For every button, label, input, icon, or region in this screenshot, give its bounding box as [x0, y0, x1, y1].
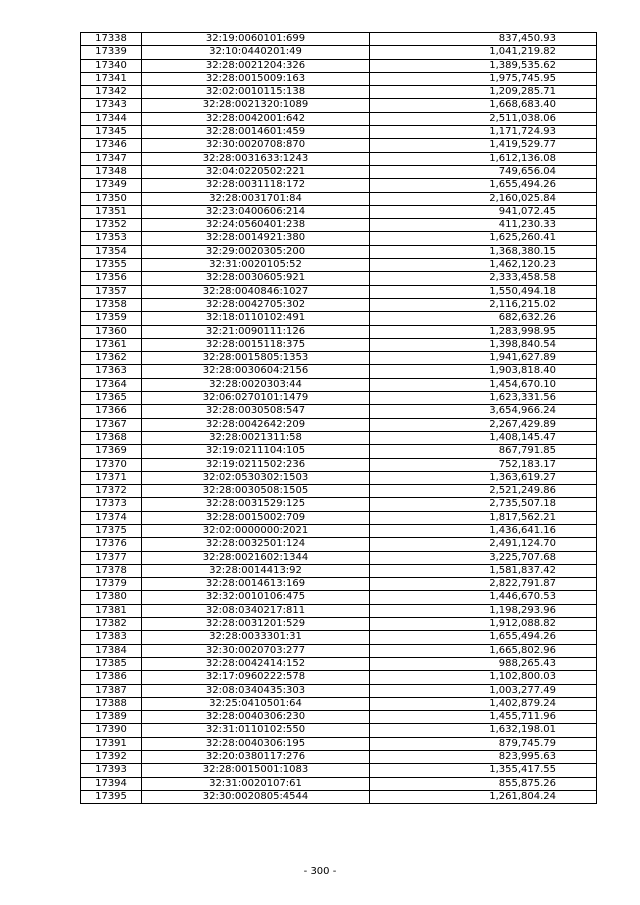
cadastral-number-cell: 32:28:0021602:1344	[142, 551, 370, 564]
value-cell: 1,446,670.53	[370, 591, 597, 604]
cadastral-number-cell: 32:31:0110102:550	[142, 724, 370, 737]
cadastral-number-cell: 32:19:0060101:699	[142, 33, 370, 46]
row-number-cell: 17357	[81, 285, 142, 298]
cadastral-number-cell: 32:28:0015805:1353	[142, 352, 370, 365]
value-cell: 823,995.63	[370, 751, 597, 764]
row-number-cell: 17385	[81, 657, 142, 670]
cadastral-number-cell: 32:28:0021320:1089	[142, 99, 370, 112]
cadastral-number-cell: 32:28:0042705:302	[142, 298, 370, 311]
row-number-cell: 17372	[81, 485, 142, 498]
row-number-cell: 17368	[81, 431, 142, 444]
table-row	[81, 86, 597, 99]
value-cell: 1,655,494.26	[370, 631, 597, 644]
row-number-cell: 17389	[81, 711, 142, 724]
row-number-cell: 17366	[81, 405, 142, 418]
row-number-cell: 17342	[81, 86, 142, 99]
value-cell: 2,333,458.58	[370, 272, 597, 285]
value-cell: 867,791.85	[370, 445, 597, 458]
table-row	[81, 392, 597, 405]
table-row	[81, 445, 597, 458]
cadastral-number-cell: 32:19:0211502:236	[142, 458, 370, 471]
cadastral-number-cell: 32:28:0030508:1505	[142, 485, 370, 498]
cadastral-number-cell: 32:28:0015118:375	[142, 338, 370, 351]
row-number-cell: 17380	[81, 591, 142, 604]
value-cell: 1,041,219.82	[370, 46, 597, 59]
table-row	[81, 312, 597, 325]
table-row	[81, 418, 597, 431]
cadastral-number-cell: 32:06:0270101:1479	[142, 392, 370, 405]
row-number-cell: 17350	[81, 192, 142, 205]
table-row	[81, 564, 597, 577]
row-number-cell: 17362	[81, 352, 142, 365]
row-number-cell: 17391	[81, 737, 142, 750]
value-cell: 752,183.17	[370, 458, 597, 471]
value-cell: 1,003,277.49	[370, 684, 597, 697]
value-cell: 1,102,800.03	[370, 671, 597, 684]
value-cell: 2,822,791.87	[370, 578, 597, 591]
cadastral-number-cell: 32:21:0090111:126	[142, 325, 370, 338]
table-row	[81, 511, 597, 524]
row-number-cell: 17393	[81, 764, 142, 777]
cadastral-number-cell: 32:28:0042642:209	[142, 418, 370, 431]
table-row	[81, 657, 597, 670]
table-row	[81, 644, 597, 657]
table-row	[81, 219, 597, 232]
row-number-cell: 17374	[81, 511, 142, 524]
value-cell: 941,072.45	[370, 205, 597, 218]
row-number-cell: 17392	[81, 751, 142, 764]
table-row	[81, 538, 597, 551]
cadastral-number-cell: 32:20:0380117:276	[142, 751, 370, 764]
table-row	[81, 604, 597, 617]
value-cell: 3,654,966.24	[370, 405, 597, 418]
value-cell: 1,817,562.21	[370, 511, 597, 524]
cadastral-number-cell: 32:28:0031529:125	[142, 498, 370, 511]
row-number-cell: 17395	[81, 790, 142, 803]
table-row	[81, 684, 597, 697]
row-number-cell: 17345	[81, 126, 142, 139]
table-row	[81, 671, 597, 684]
row-number-cell: 17344	[81, 112, 142, 125]
row-number-cell: 17340	[81, 59, 142, 72]
row-number-cell: 17354	[81, 245, 142, 258]
table-row	[81, 72, 597, 85]
cadastral-number-cell: 32:30:0020805:4544	[142, 790, 370, 803]
cadastral-number-cell: 32:08:0340435:303	[142, 684, 370, 697]
cadastral-number-cell: 32:23:0400606:214	[142, 205, 370, 218]
value-cell: 682,632.26	[370, 312, 597, 325]
value-cell: 1,655,494.26	[370, 179, 597, 192]
table-row	[81, 790, 597, 803]
row-number-cell: 17348	[81, 165, 142, 178]
cadastral-number-cell: 32:32:0010106:475	[142, 591, 370, 604]
value-cell: 1,665,802.96	[370, 644, 597, 657]
value-cell: 1,408,145.47	[370, 431, 597, 444]
value-cell: 1,462,120.23	[370, 259, 597, 272]
table-row	[81, 325, 597, 338]
row-number-cell: 17347	[81, 152, 142, 165]
table-body	[81, 33, 597, 804]
row-number-cell: 17346	[81, 139, 142, 152]
value-cell: 1,454,670.10	[370, 378, 597, 391]
table-row	[81, 112, 597, 125]
cadastral-number-cell: 32:28:0042001:642	[142, 112, 370, 125]
value-cell: 1,363,619.27	[370, 471, 597, 484]
value-cell: 1,455,711.96	[370, 711, 597, 724]
cadastral-number-cell: 32:28:0031633:1243	[142, 152, 370, 165]
cadastral-number-cell: 32:28:0014601:459	[142, 126, 370, 139]
table-row	[81, 179, 597, 192]
table-row	[81, 697, 597, 710]
table-row	[81, 259, 597, 272]
row-number-cell: 17361	[81, 338, 142, 351]
value-cell: 749,656.04	[370, 165, 597, 178]
row-number-cell: 17364	[81, 378, 142, 391]
cadastral-number-cell: 32:31:0020107:61	[142, 777, 370, 790]
cadastral-number-cell: 32:08:0340217:811	[142, 604, 370, 617]
cadastral-number-cell: 32:18:0110102:491	[142, 312, 370, 325]
row-number-cell: 17341	[81, 72, 142, 85]
table-row	[81, 498, 597, 511]
value-cell: 1,283,998.95	[370, 325, 597, 338]
value-cell: 1,550,494.18	[370, 285, 597, 298]
cadastral-number-cell: 32:28:0030604:2156	[142, 365, 370, 378]
table-row	[81, 245, 597, 258]
cadastral-number-cell: 32:24:0560401:238	[142, 219, 370, 232]
table-row	[81, 378, 597, 391]
cadastral-number-cell: 32:28:0014613:169	[142, 578, 370, 591]
value-cell: 1,198,293.96	[370, 604, 597, 617]
row-number-cell: 17353	[81, 232, 142, 245]
cadastral-number-cell: 32:31:0020105:52	[142, 259, 370, 272]
cadastral-number-cell: 32:28:0031701:84	[142, 192, 370, 205]
value-cell: 1,903,818.40	[370, 365, 597, 378]
value-cell: 1,209,285.71	[370, 86, 597, 99]
row-number-cell: 17349	[81, 179, 142, 192]
value-cell: 1,402,879.24	[370, 697, 597, 710]
row-number-cell: 17352	[81, 219, 142, 232]
table-row	[81, 777, 597, 790]
table-row	[81, 524, 597, 537]
table-row	[81, 631, 597, 644]
table-row	[81, 431, 597, 444]
table-row	[81, 471, 597, 484]
cadastral-number-cell: 32:28:0030605:921	[142, 272, 370, 285]
row-number-cell: 17382	[81, 618, 142, 631]
table-row	[81, 591, 597, 604]
table-row	[81, 365, 597, 378]
row-number-cell: 17387	[81, 684, 142, 697]
row-number-cell: 17373	[81, 498, 142, 511]
page-number: - 300 -	[303, 866, 337, 877]
table-row	[81, 338, 597, 351]
value-cell: 855,875.26	[370, 777, 597, 790]
value-cell: 1,436,641.16	[370, 524, 597, 537]
row-number-cell: 17356	[81, 272, 142, 285]
value-cell: 1,171,724.93	[370, 126, 597, 139]
row-number-cell: 17365	[81, 392, 142, 405]
value-cell: 2,735,507.18	[370, 498, 597, 511]
table-row	[81, 152, 597, 165]
row-number-cell: 17339	[81, 46, 142, 59]
cadastral-number-cell: 32:29:0020305:200	[142, 245, 370, 258]
table-row	[81, 99, 597, 112]
row-number-cell: 17370	[81, 458, 142, 471]
cadastral-number-cell: 32:02:0000000:2021	[142, 524, 370, 537]
table-row	[81, 126, 597, 139]
row-number-cell: 17369	[81, 445, 142, 458]
cadastral-number-cell: 32:28:0040306:195	[142, 737, 370, 750]
table-row	[81, 485, 597, 498]
value-cell: 2,116,215.02	[370, 298, 597, 311]
row-number-cell: 17386	[81, 671, 142, 684]
table-row	[81, 33, 597, 46]
row-number-cell: 17378	[81, 564, 142, 577]
value-cell: 1,261,804.24	[370, 790, 597, 803]
value-cell: 2,521,249.86	[370, 485, 597, 498]
row-number-cell: 17343	[81, 99, 142, 112]
value-cell: 2,267,429.89	[370, 418, 597, 431]
table-row	[81, 751, 597, 764]
row-number-cell: 17375	[81, 524, 142, 537]
table-row	[81, 764, 597, 777]
cadastral-number-cell: 32:28:0014921:380	[142, 232, 370, 245]
table-row	[81, 352, 597, 365]
cadastral-number-cell: 32:30:0020708:870	[142, 139, 370, 152]
table-row	[81, 724, 597, 737]
row-number-cell: 17359	[81, 312, 142, 325]
row-number-cell: 17358	[81, 298, 142, 311]
row-number-cell: 17351	[81, 205, 142, 218]
cadastral-number-cell: 32:25:0410501:64	[142, 697, 370, 710]
row-number-cell: 17360	[81, 325, 142, 338]
row-number-cell: 17367	[81, 418, 142, 431]
cadastral-number-cell: 32:28:0040846:1027	[142, 285, 370, 298]
cadastral-number-cell: 32:28:0031118:172	[142, 179, 370, 192]
row-number-cell: 17383	[81, 631, 142, 644]
value-cell: 1,419,529.77	[370, 139, 597, 152]
cadastral-number-cell: 32:28:0042414:152	[142, 657, 370, 670]
cadastral-number-cell: 32:28:0015009:163	[142, 72, 370, 85]
value-cell: 1,581,837.42	[370, 564, 597, 577]
table-row	[81, 272, 597, 285]
cadastral-number-cell: 32:28:0033301:31	[142, 631, 370, 644]
cadastral-number-cell: 32:10:0440201:49	[142, 46, 370, 59]
cadastral-number-cell: 32:17:0960222:578	[142, 671, 370, 684]
value-cell: 411,230.33	[370, 219, 597, 232]
row-number-cell: 17363	[81, 365, 142, 378]
table-row	[81, 405, 597, 418]
cadastral-number-cell: 32:28:0015002:709	[142, 511, 370, 524]
table-row	[81, 578, 597, 591]
value-cell: 2,491,124.70	[370, 538, 597, 551]
table-row	[81, 59, 597, 72]
cadastral-number-cell: 32:30:0020703:277	[142, 644, 370, 657]
row-number-cell: 17355	[81, 259, 142, 272]
value-cell: 1,355,417.55	[370, 764, 597, 777]
table-row	[81, 298, 597, 311]
value-cell: 2,511,038.06	[370, 112, 597, 125]
table-row	[81, 458, 597, 471]
value-cell: 2,160,025.84	[370, 192, 597, 205]
value-cell: 1,975,745.95	[370, 72, 597, 85]
value-cell: 1,398,840.54	[370, 338, 597, 351]
value-cell: 1,625,260.41	[370, 232, 597, 245]
value-cell: 837,450.93	[370, 33, 597, 46]
table-row	[81, 139, 597, 152]
row-number-cell: 17376	[81, 538, 142, 551]
value-cell: 1,668,683.40	[370, 99, 597, 112]
table-row	[81, 192, 597, 205]
cadastral-number-cell: 32:28:0014413:92	[142, 564, 370, 577]
table-row	[81, 205, 597, 218]
cadastral-number-cell: 32:19:0211104:105	[142, 445, 370, 458]
row-number-cell: 17390	[81, 724, 142, 737]
cadastral-number-cell: 32:02:0530302:1503	[142, 471, 370, 484]
value-cell: 1,623,331.56	[370, 392, 597, 405]
cadastral-number-cell: 32:04:0220502:221	[142, 165, 370, 178]
value-cell: 1,368,380.15	[370, 245, 597, 258]
table-row	[81, 232, 597, 245]
row-number-cell: 17384	[81, 644, 142, 657]
table-row	[81, 165, 597, 178]
table-row	[81, 551, 597, 564]
row-number-cell: 17338	[81, 33, 142, 46]
value-cell: 1,612,136.08	[370, 152, 597, 165]
value-cell: 879,745.79	[370, 737, 597, 750]
value-cell: 1,941,627.89	[370, 352, 597, 365]
table-row	[81, 737, 597, 750]
value-cell: 1,389,535.62	[370, 59, 597, 72]
row-number-cell: 17377	[81, 551, 142, 564]
cadastral-number-cell: 32:28:0031201:529	[142, 618, 370, 631]
value-cell: 988,265.43	[370, 657, 597, 670]
cadastral-number-cell: 32:28:0021311:58	[142, 431, 370, 444]
row-number-cell: 17379	[81, 578, 142, 591]
cadastral-number-cell: 32:28:0032501:124	[142, 538, 370, 551]
table-row	[81, 285, 597, 298]
table-row	[81, 711, 597, 724]
value-cell: 3,225,707.68	[370, 551, 597, 564]
row-number-cell: 17381	[81, 604, 142, 617]
value-cell: 1,632,198.01	[370, 724, 597, 737]
cadastral-number-cell: 32:28:0030508:547	[142, 405, 370, 418]
data-table	[80, 32, 597, 804]
row-number-cell: 17371	[81, 471, 142, 484]
cadastral-number-cell: 32:02:0010115:138	[142, 86, 370, 99]
table-row	[81, 46, 597, 59]
cadastral-number-cell: 32:28:0015001:1083	[142, 764, 370, 777]
cadastral-number-cell: 32:28:0020303:44	[142, 378, 370, 391]
row-number-cell: 17388	[81, 697, 142, 710]
cadastral-number-cell: 32:28:0021204:326	[142, 59, 370, 72]
table-row	[81, 618, 597, 631]
cadastral-number-cell: 32:28:0040306:230	[142, 711, 370, 724]
row-number-cell: 17394	[81, 777, 142, 790]
value-cell: 1,912,088.82	[370, 618, 597, 631]
